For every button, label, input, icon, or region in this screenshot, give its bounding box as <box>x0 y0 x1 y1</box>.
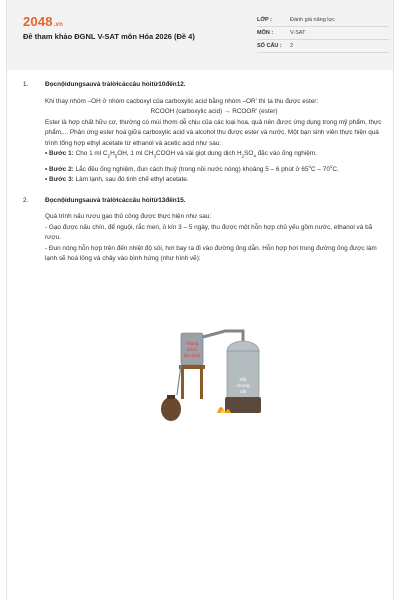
document-content <box>23 80 383 265</box>
q2-paragraph-2: - Gạo được nấu chín, để nguội, rắc men, ủ kín 3 – 5 ngày, thu được một hỗn hợp chủ yếu gồm nước, ethanol và bã rượu. <box>45 223 373 242</box>
question-1-heading: 1. Đọcnộidungsauvà trảlờicáccâu hỏitừ10đến12. <box>23 81 186 88</box>
question-2-heading: 2. Đọcnộidungsauvà trảlờicáccâu hỏitừ13đến15. <box>23 196 186 204</box>
q1-step-3: • Bước 3: Làm lạnh, sau đó tinh chế ethyl acetate. <box>45 176 189 184</box>
q1-paragraph-2: Ester là hợp chất hữu cơ, thường có mùi thơm dễ chịu của các loại hoa, quả nên được ứng dụng trong mỹ phẩm, thực phẩm,... Phản ứng ester hoá giữa carboxylic acid và alcohol thu được ester và nước. Một bạn sinh viên thực hiện quá trình tổng hợp ethyl acetate từ ethanol và acetic acid như sau: <box>45 118 382 147</box>
document-page <box>6 0 394 600</box>
svg-text:cất: cất <box>239 389 247 394</box>
meta-row-class: LỚP : Đánh giá năng lực <box>257 14 389 27</box>
q1-paragraph-1: Khi thay nhóm –OH ở nhóm cacboxyl của carboxylic acid bằng nhóm –OR' thì ta thu được ester: <box>45 97 319 105</box>
doc-title: Đề tham khảo ĐGNL V-SAT môn Hóa 2026 (Đề 4) <box>23 32 195 41</box>
meta-table <box>257 14 389 53</box>
tank-label: Thùng <box>185 341 199 346</box>
q1-equation: RCOOH (carboxylic acid) → RCOOR' (ester) <box>150 108 278 115</box>
q1-step-1: • Bước 1: Cho 1 ml $C_2H_5OH$, 1 ml $CH_3COOH$ và vài giọt dung dịch $H_2SO_4$ đặc vào ống nghiệm. <box>45 150 317 159</box>
distillation-figure <box>157 325 277 430</box>
svg-text:làm lạnh: làm lạnh <box>183 353 201 358</box>
svg-text:nước: nước <box>186 347 198 352</box>
document-header <box>7 0 393 70</box>
site-logo[interactable]: 2048.vn <box>23 14 64 29</box>
meta-row-count: SỐ CÂU : 2 <box>257 40 389 53</box>
q2-paragraph-3: - Đun nóng hỗn hợp trên đến nhiệt độ sôi, hơi bay ra đi vào đường ống dẫn. Hỗn hợp hơi trong đường ống được làm lạnh sẽ hoá lỏng và chảy vào bình hứng (như hình vẽ): <box>45 244 377 263</box>
pot-label: Nồi <box>239 377 247 382</box>
meta-row-subject: MÔN : V-SAT <box>257 27 389 40</box>
q2-paragraph-1: Quá trình nấu rượu gạo thủ công được thực hiện như sau: <box>45 213 212 221</box>
svg-text:chưng: chưng <box>236 383 250 388</box>
q1-step-2: • Bước 2: Lắc đều ống nghiệm, đun cách thuỷ (trong nồi nước nóng) khoảng 5 – 6 phút ở 65$^o$C – 70$^o$C. <box>45 163 339 173</box>
